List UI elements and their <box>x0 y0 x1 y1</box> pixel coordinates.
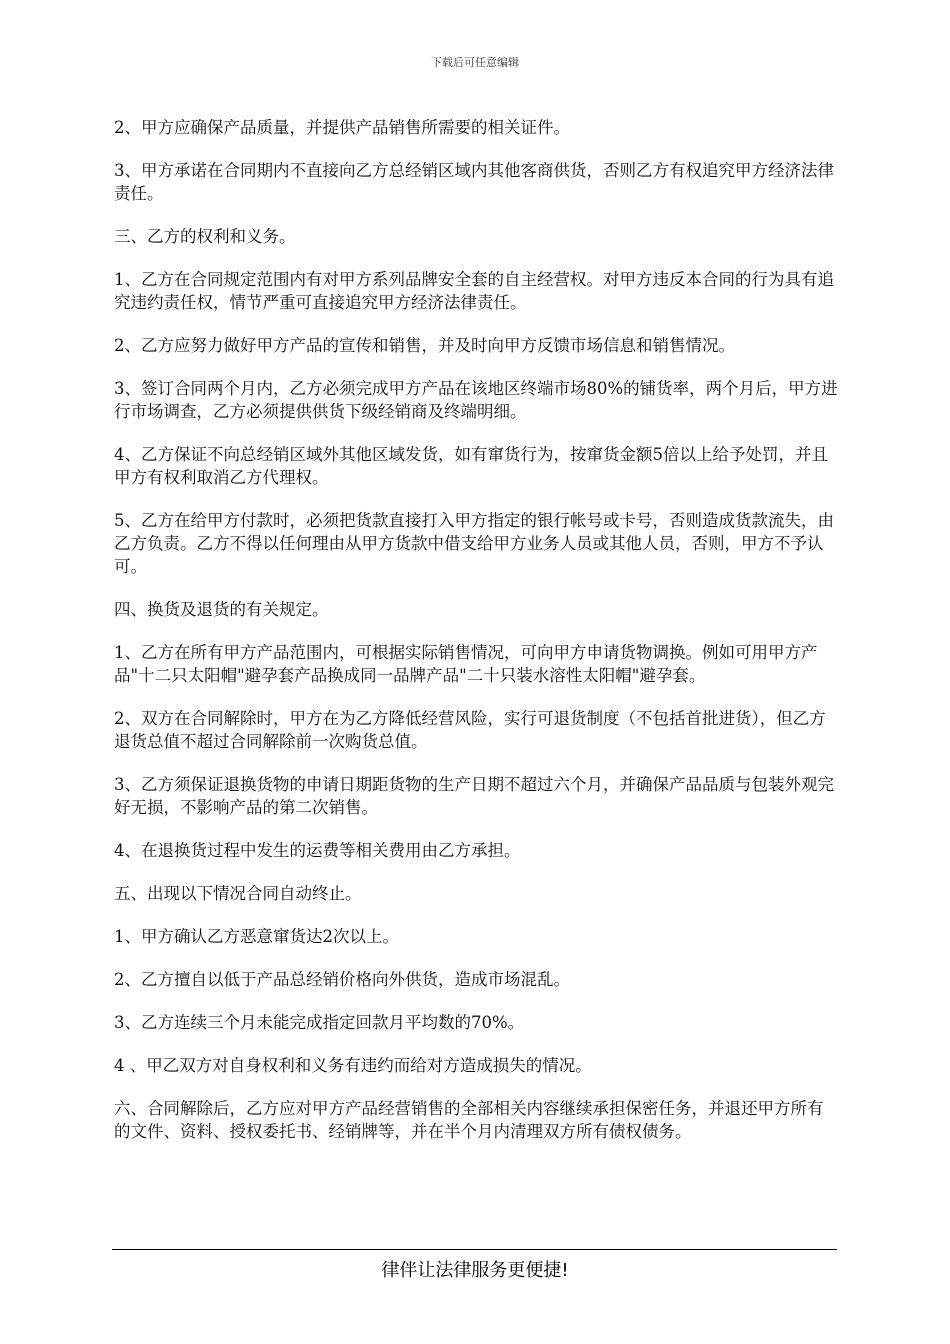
document-body <box>114 116 838 1163</box>
footer-divider <box>112 1249 837 1250</box>
paragraph: 3、乙方连续三个月未能完成指定回款月平均数的70%。 <box>114 1013 525 1032</box>
paragraph: 2、乙方应努力做好甲方产品的宣传和销售，并及时向甲方反馈市场信息和销售情况。 <box>114 336 735 355</box>
section-heading: 五、出现以下情况合同自动终止。 <box>114 884 362 903</box>
paragraph: 1、乙方在所有甲方产品范围内，可根据实际销售情况，可向甲方申请货物调换。例如可用甲方产品"十二只太阳帽"避孕套产品换成同一品牌产品"二十只装水溶性太阳帽"避孕套。 <box>114 643 818 685</box>
paragraph: 4、在退换货过程中发生的运费等相关费用由乙方承担。 <box>114 841 521 860</box>
paragraph: 1、乙方在合同规定范围内有对甲方系列品牌安全套的自主经营权。对甲方违反本合同的行为具有追究违约责任权，情节严重可直接追究甲方经济法律责任。 <box>114 270 834 312</box>
paragraph: 2、双方在合同解除时，甲方在为乙方降低经营风险，实行可退货制度（不包括首批进货），但乙方退货总值不超过合同解除前一次购货总值。 <box>114 709 826 751</box>
paragraph: 4 、甲乙双方对自身权利和义务有违约而给对方造成损失的情况。 <box>114 1056 592 1075</box>
page-header: 下载后可任意编辑 <box>431 56 519 69</box>
paragraph: 2、乙方擅自以低于产品总经销价格向外供货，造成市场混乱。 <box>114 970 570 989</box>
paragraph: 3、乙方须保证退换货物的申请日期距货物的生产日期不超过六个月，并确保产品品质与包装外观完好无损，不影响产品的第二次销售。 <box>114 775 834 817</box>
paragraph: 3、甲方承诺在合同期内不直接向乙方总经销区域内其他客商供货，否则乙方有权追究甲方经济法律责任。 <box>114 161 834 203</box>
page-footer: 律伴让法律服务更便捷! <box>381 1260 569 1281</box>
paragraph: 1、甲方确认乙方恶意窜货达2次以上。 <box>114 927 399 946</box>
section-heading: 三、乙方的权利和义务。 <box>114 227 296 246</box>
paragraph: 2、甲方应确保产品质量，并提供产品销售所需要的相关证件。 <box>114 118 570 137</box>
paragraph: 4、乙方保证不向总经销区域外其他区域发货，如有窜货行为，按窜货金额5倍以上给予处罚，并且甲方有权利取消乙方代理权。 <box>114 445 828 487</box>
section-heading: 六、合同解除后，乙方应对甲方产品经营销售的全部相关内容继续承担保密任务，并退还甲方所有的文件、资料、授权委托书、经销牌等，并在半个月内清理双方所有债权债务。 <box>114 1099 824 1141</box>
section-heading: 四、换货及退货的有关规定。 <box>114 600 329 619</box>
paragraph: 5、乙方在给甲方付款时，必须把货款直接打入甲方指定的银行帐号或卡号，否则造成货款流失，由乙方负责。乙方不得以任何理由从甲方货款中借支给甲方业务人员或其他人员，否则，甲方不予认可。 <box>114 511 834 576</box>
paragraph: 3、签订合同两个月内，乙方必须完成甲方产品在该地区终端市场80%的铺货率，两个月后，甲方进行市场调查，乙方必须提供供货下级经销商及终端明细。 <box>114 379 838 421</box>
